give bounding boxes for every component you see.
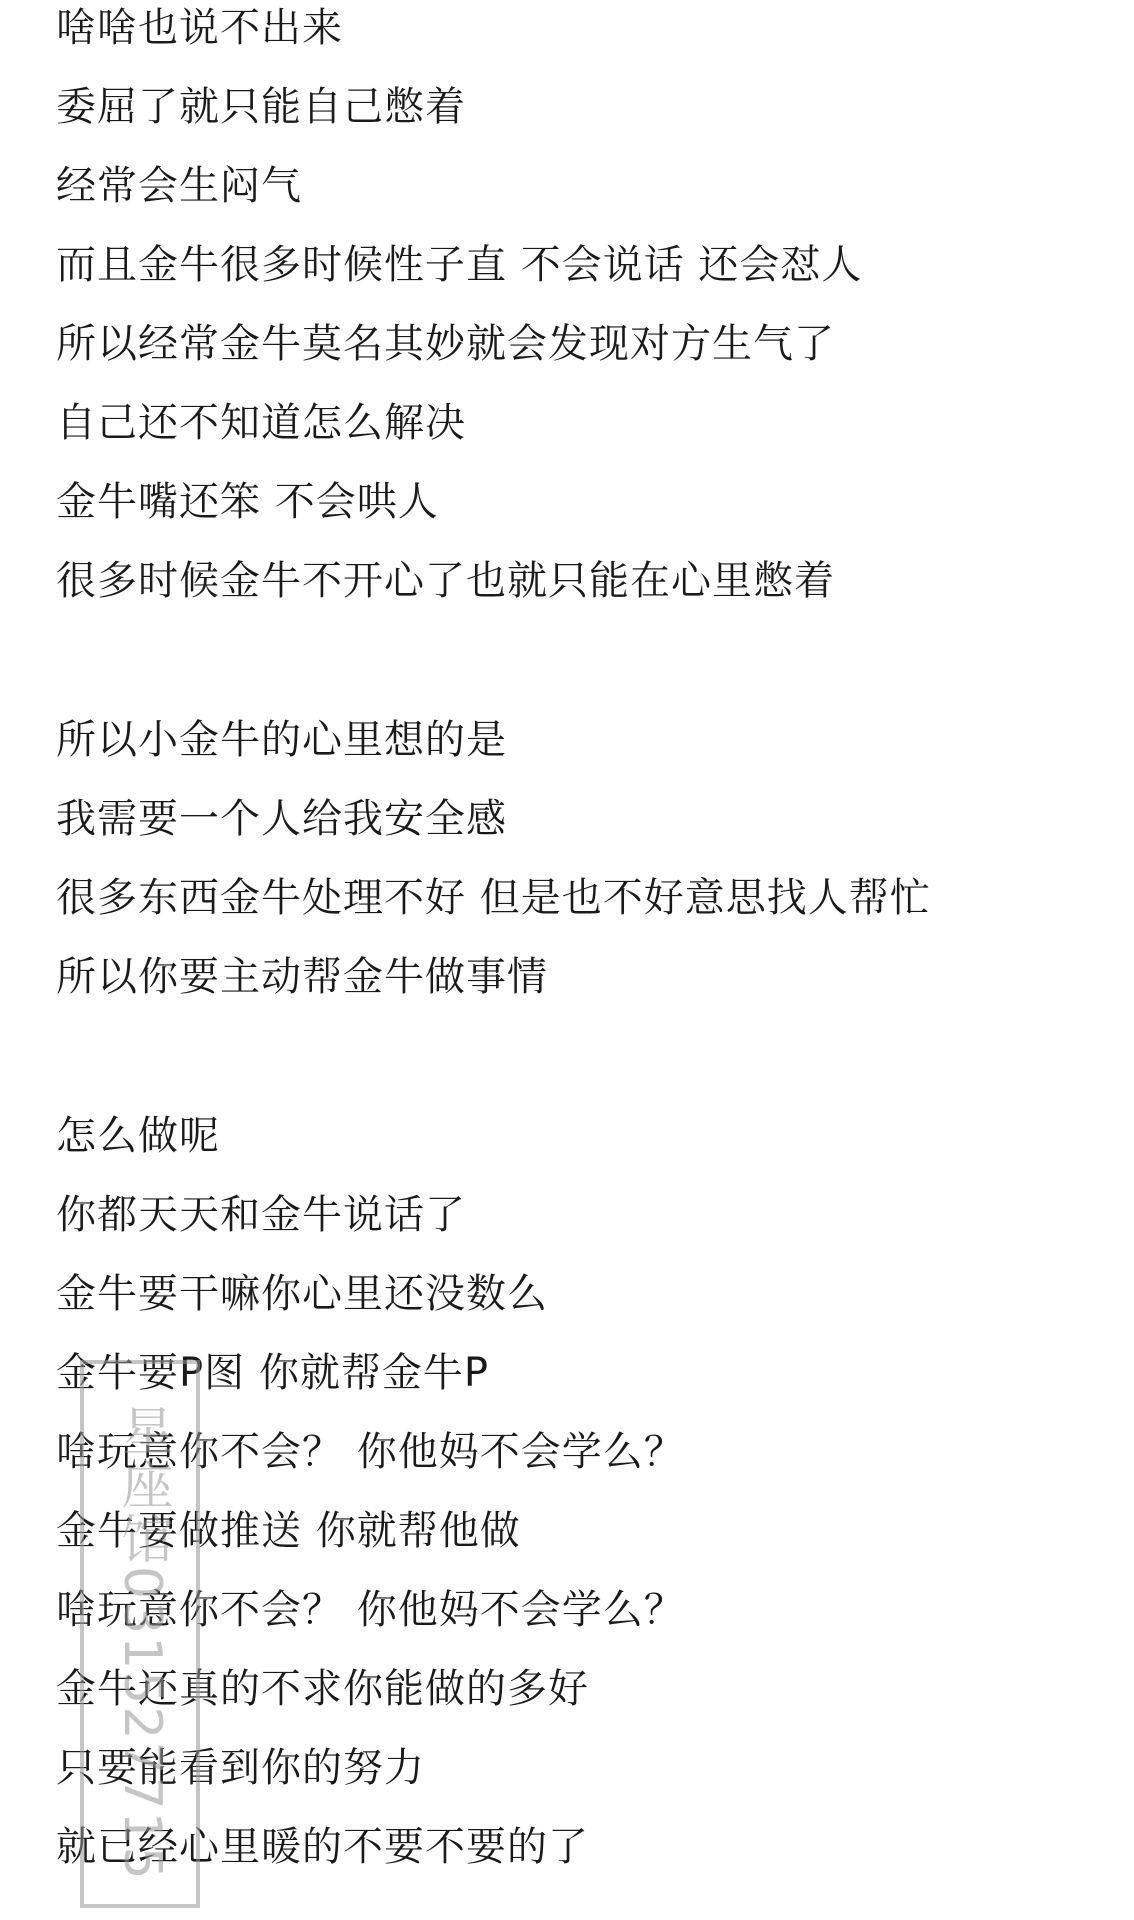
text-line: 啥啥也说不出来 <box>56 5 343 51</box>
text-line: 很多东西金牛处理不好 但是也不好意思找人帮忙 <box>56 875 931 921</box>
text-line: 而且金牛很多时候性子直 不会说话 还会怼人 <box>56 242 863 288</box>
text-line: 金牛还真的不求你能做的多好 <box>56 1666 589 1712</box>
text-line: 就已经心里暖的不要不要的了 <box>56 1824 589 1870</box>
text-line: 自己还不知道怎么解决 <box>56 400 466 446</box>
text-line: 金牛要P图 你就帮金牛P <box>56 1350 489 1396</box>
text-line: 金牛嘴还笨 不会哄人 <box>56 479 439 525</box>
text-line: 经常会生闷气 <box>56 163 302 209</box>
text-line: 啥玩意你不会？ 你他妈不会学么？ <box>56 1429 685 1475</box>
text-line: 你都天天和金牛说话了 <box>56 1192 466 1238</box>
text-line: 啥玩意你不会？ 你他妈不会学么？ <box>56 1587 685 1633</box>
text-line: 所以你要主动帮金牛做事情 <box>56 954 548 1000</box>
text-line: 金牛要干嘛你心里还没数么 <box>56 1271 548 1317</box>
text-line: 我需要一个人给我安全感 <box>56 796 507 842</box>
text-line: 委屈了就只能自己憋着 <box>56 84 466 130</box>
text-line: 很多时候金牛不开心了也就只能在心里憋着 <box>56 558 835 604</box>
text-line: 金牛要做推送 你就帮他做 <box>56 1508 521 1554</box>
text-line: 怎么做呢 <box>56 1113 220 1159</box>
watermark-text: 星座馆031527715 <box>112 1404 172 1882</box>
text-line: 只要能看到你的努力 <box>56 1745 425 1791</box>
text-line: 所以经常金牛莫名其妙就会发现对方生气了 <box>56 321 835 367</box>
text-line: 所以小金牛的心里想的是 <box>56 717 507 763</box>
